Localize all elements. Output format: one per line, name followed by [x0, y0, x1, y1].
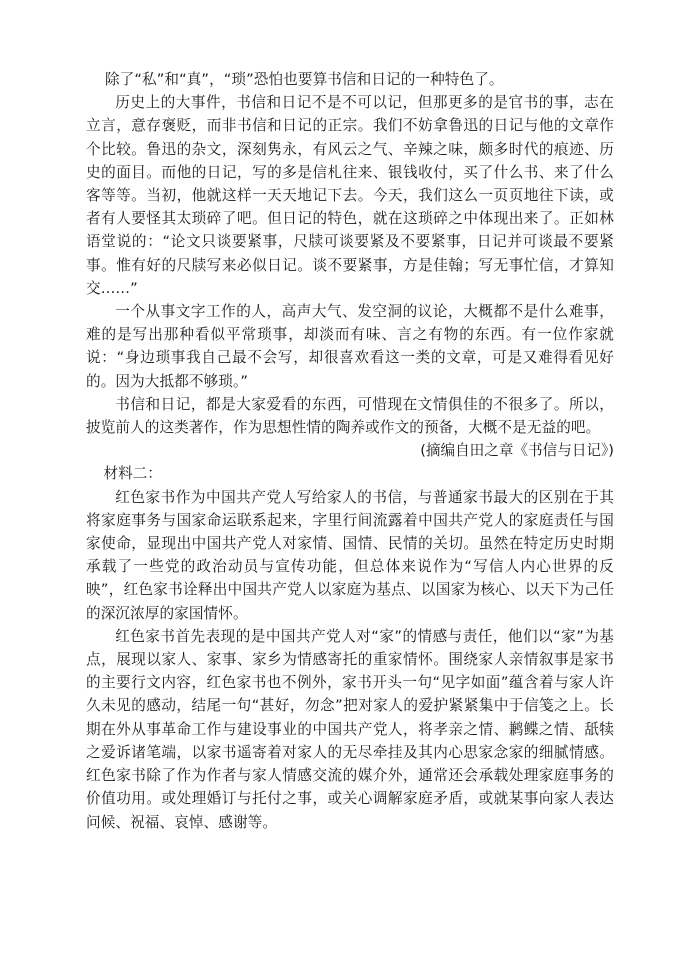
- paragraph-conclusion: 书信和日记，都是大家爱看的东西，可惜现在文情俱佳的不很多了。所以，披览前人的这类著作，作为思想性情的陶养或作文的预备，大概不是无益的吧。: [86, 395, 614, 437]
- paragraph-trivial-writing: 一个从事文字工作的人，高声大气、发空洞的议论，大概都不是什么难事，难的是写出那种看似平常琐事，却淡而有味、言之有物的东西。有一位作家就说：“身边琐事我自己最不会写，却很喜欢看这一类的文章，可是又难得看见好的。因为大抵都不够琐。”: [86, 303, 614, 390]
- source-credit: (摘编自田之章《书信与日记》): [420, 442, 614, 460]
- paragraph-diary-history: 历史上的大事件，书信和日记不是不可以记，但那更多的是官书的事，志在立言，意存褒贬，而非书信和日记的正宗。我们不妨拿鲁迅的日记与他的文章作个比较。鲁迅的杂文，深刻隽永，有风云之气、辛辣之味，颇多时代的痕迹、历史的面目。而他的日记，写的多是信札往来、银钱收付，买了什么书、来了什么客等等。当初，他就这样一天天地记下去。今天，我们这么一页页地往下读，或者有人要怪其太琐碎了吧。但日记的特色，就在这琐碎之中体现出来了。正如林语堂说的：“论文只谈要紧事，尺牍可谈要紧及不要紧事，日记并可谈最不要紧事。惟有好的尺牍写来必似日记。谈不要紧事，方是佳翰；写无事忙信，才算知交……”: [86, 94, 614, 297]
- paragraph-red-letters-family: 红色家书首先表现的是中国共产党人对“家”的情感与责任，他们以“家”为基点，展现以家人、家事、家乡为情感寄托的重家情怀。围绕家人亲情叙事是家书的主要行文内容，红色家书也不例外，家书开头一句“见字如面”蕴含着与家人许久未见的感动，结尾一句“甚好，勿念”把对家人的爱护紧紧集中于信笺之上。长期在外从事革命工作与建设事业的中国共产党人，将孝亲之情、鹣鲽之情、舐犊之爱诉诸笔端，以家书遥寄着对家人的无尽牵挂及其内心思家念家的细腻情感。红色家书除了作为作者与家人情感交流的媒介外，通常还会承载处理家庭事务的价值功用。或处理婚订与托付之事，或关心调解家庭矛盾，或就某事向家人表达问候、祝福、哀悼、感谢等。: [86, 627, 614, 831]
- document-body: [86, 68, 614, 834]
- paragraph-intro: 除了“私”和“真”，“琐”恐怕也要算书信和日记的一种特色了。: [104, 71, 504, 88]
- paragraph-red-letters-intro: 红色家书作为中国共产党人写给家人的书信，与普通家书最大的区别在于其将家庭事务与国家命运联系起来，字里行间流露着中国共产党人的家庭责任与国家使命，显现出中国共产党人对家情、国情、民情的关切。虽然在特定历史时期承载了一些党的政治动员与宣传功能，但总体来说作为“写信人内心世界的反映”，红色家书诠释出中国共产党人以家庭为基点、以国家为核心、以天下为己任的深沉浓厚的家国情怀。: [86, 488, 614, 622]
- section-heading-material-2: 材料二：: [103, 465, 162, 483]
